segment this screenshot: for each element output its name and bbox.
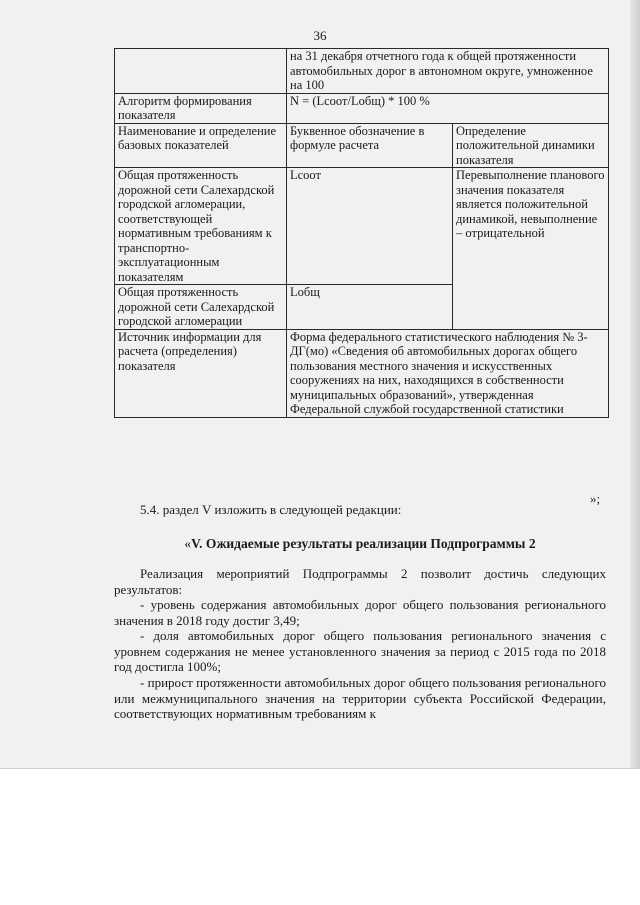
table-row <box>115 49 609 94</box>
table-cell: Lобщ <box>287 285 453 330</box>
section-heading <box>114 536 606 552</box>
table-header-cell: Наименование и определение базовых показателей <box>115 123 287 168</box>
closing-quote-mark: »; <box>590 491 601 506</box>
table-cell: Lсоот <box>287 168 453 285</box>
table-cell: Общая протяженность дорожной сети Салехардской городской агломерации, соответствующей нормативным требованиям к транспортно-эксплуатационным показателям <box>115 168 287 285</box>
table-cell <box>115 49 287 94</box>
heading-quote: « <box>184 536 192 551</box>
table-cell: на 31 декабря отчетного года к общей протяженности автомобильных дорог в автономном округе, умноженное на 100 <box>287 49 609 94</box>
table-cell: Источник информации для расчета (определения) показателя <box>115 329 287 417</box>
table-cell: Алгоритм формирования показателя <box>115 93 287 123</box>
paragraph: - прирост протяженности автомобильных дорог общего пользования регионального или межмуниципального значения на территории субъекта Российской Федерации, соответствующих нормативным требованиям к <box>114 675 606 721</box>
heading-text: V. Ожидаемые результаты реализации Подпрограммы 2 <box>191 536 536 551</box>
table-cell: Перевыполнение планового значения показателя является положительной динамикой, невыполнение – отрицательной <box>453 168 609 330</box>
table-cell: Общая протяженность дорожной сети Салехардской городской агломерации <box>115 285 287 330</box>
table-row <box>115 168 609 285</box>
item-line: 5.4. раздел V изложить в следующей редакции: <box>140 502 402 517</box>
scan-edge <box>630 0 640 768</box>
indicator-table <box>114 48 609 418</box>
table-row <box>115 93 609 123</box>
table-cell: N = (Lсоот/Lобщ) * 100 % <box>287 93 609 123</box>
table-row <box>115 329 609 417</box>
page-number: 36 <box>313 28 327 43</box>
paragraph: - доля автомобильных дорог общего пользования регионального значения с уровнем содержания не менее установленного значения за период с 2015 года по 2018 год достигла 100%; <box>114 628 606 674</box>
table-header-cell: Буквенное обозначение в формуле расчета <box>287 123 453 168</box>
table-cell: Форма федерального статистического наблюдения № 3-ДГ(мо) «Сведения об автомобильных дорогах общего пользования местного значения и искусственных сооружениях на них, находящихся в собственности муниципальных образований», утвержденная Федеральной службой государственной статистики <box>287 329 609 417</box>
table-header-cell: Определение положительной динамики показателя <box>453 123 609 168</box>
paragraph: - уровень содержания автомобильных дорог общего пользования регионального значения в 2018 году достиг 3,49; <box>114 597 606 628</box>
table-header-row <box>115 123 609 168</box>
paragraph: Реализация мероприятий Подпрограммы 2 позволит достичь следующих результатов: <box>114 566 606 597</box>
